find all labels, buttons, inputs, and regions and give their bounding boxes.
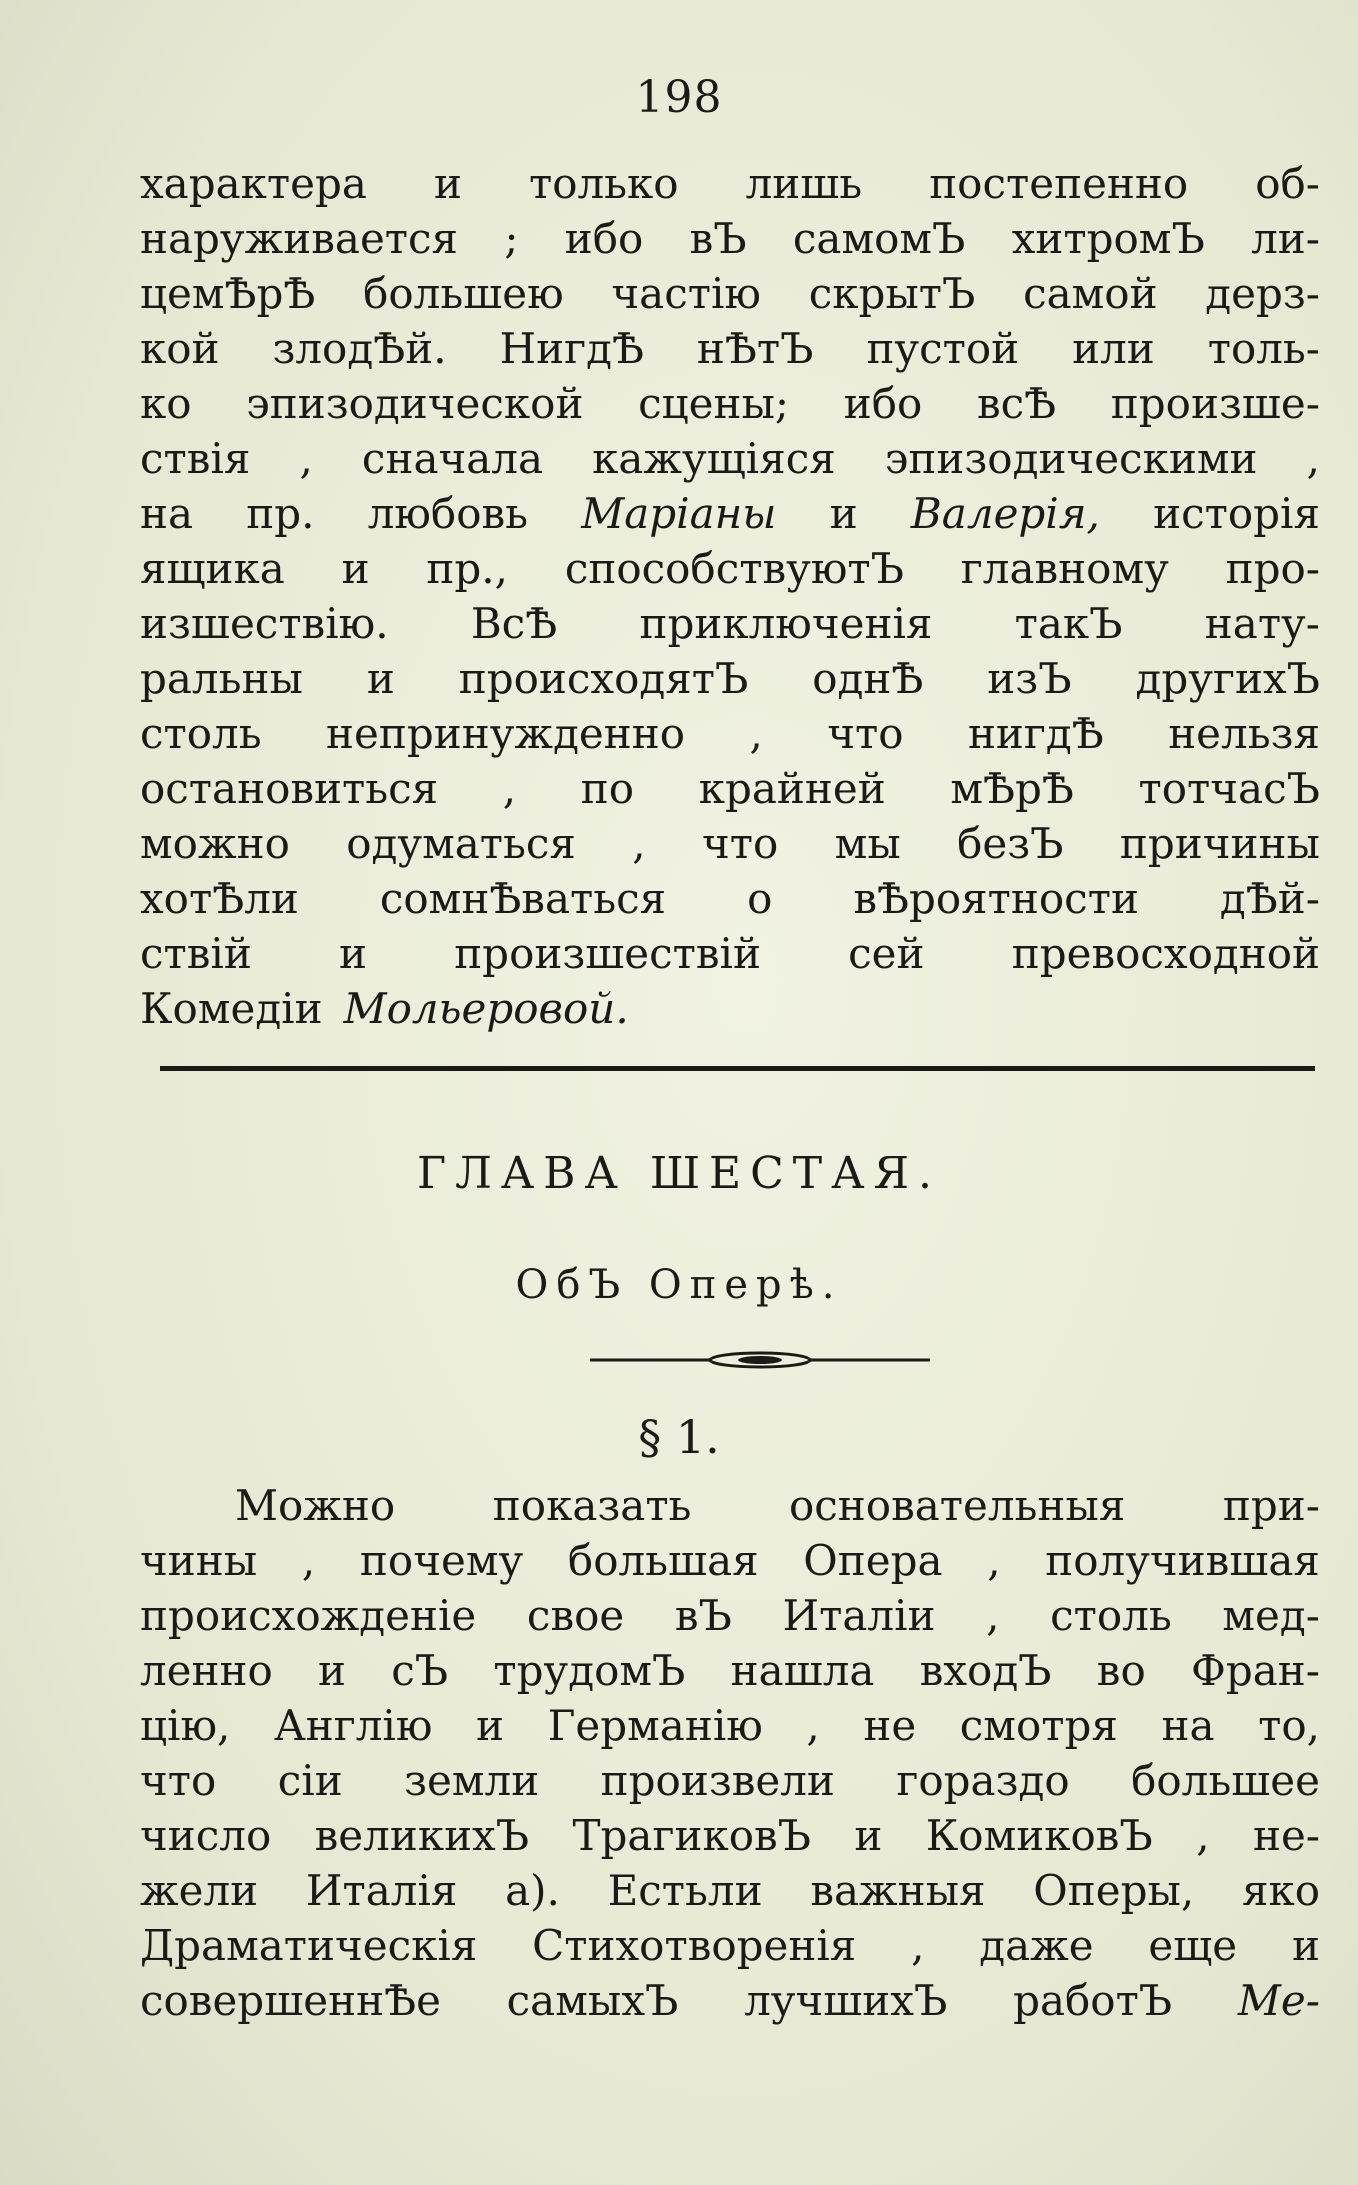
word: число xyxy=(140,1811,272,1860)
word: что xyxy=(702,819,779,868)
word: , xyxy=(299,434,313,483)
word: остановиться xyxy=(140,764,439,813)
chapter-subtitle: ОбЪ Оперѣ. xyxy=(515,1262,843,1308)
word: нельзя xyxy=(1168,709,1320,758)
word: только xyxy=(528,159,679,208)
word: происхожденіе xyxy=(140,1591,477,1640)
section-mark: § 1. xyxy=(638,1410,720,1464)
lower-paragraph xyxy=(140,1478,1320,2028)
text-line xyxy=(140,706,1320,761)
word: столь xyxy=(1050,1591,1172,1640)
word: большее xyxy=(1131,1756,1320,1805)
word: произше- xyxy=(1110,379,1320,428)
word: и xyxy=(341,544,370,593)
word: показать xyxy=(492,1481,692,1530)
word: мы xyxy=(834,819,901,868)
word: сей xyxy=(848,929,925,978)
word: всѢ xyxy=(976,379,1057,428)
word: что xyxy=(140,1756,217,1805)
text-line xyxy=(140,1643,1320,1698)
word: мѢрѢ xyxy=(950,764,1074,813)
word: большая xyxy=(567,1536,759,1585)
word: и xyxy=(854,1811,883,1860)
text-line xyxy=(140,266,1320,321)
word: и xyxy=(433,159,462,208)
word: можно xyxy=(140,819,290,868)
word: ящика xyxy=(140,544,285,593)
word: , xyxy=(986,1591,1000,1640)
word: толь- xyxy=(1207,324,1320,373)
word: однѢ xyxy=(812,654,924,703)
word: любовь xyxy=(367,489,529,538)
word: ко xyxy=(140,379,192,428)
word: ральны xyxy=(140,654,303,703)
word: и xyxy=(318,1646,347,1695)
word: наруживается xyxy=(140,214,459,263)
word: почему xyxy=(359,1536,524,1585)
word: ; xyxy=(504,214,519,263)
word: Маріаны xyxy=(581,489,777,538)
text-line xyxy=(140,651,1320,706)
section-divider-rule xyxy=(160,1066,1315,1071)
text-line xyxy=(140,1478,1320,1533)
word: изшествію. xyxy=(140,599,389,648)
word: свое xyxy=(526,1591,625,1640)
word: злодѢй. xyxy=(272,324,447,373)
word: дерз- xyxy=(1205,269,1320,318)
word: смотря xyxy=(959,1701,1118,1750)
word: кой xyxy=(140,324,220,373)
word: вЪ xyxy=(674,1591,732,1640)
text-line xyxy=(140,1973,1320,2028)
word: Опера xyxy=(803,1536,943,1585)
word: нашла xyxy=(730,1646,875,1695)
word: , xyxy=(301,1536,316,1585)
word: сЪ xyxy=(391,1646,449,1695)
word: пр. xyxy=(246,489,315,538)
word: не xyxy=(863,1701,917,1750)
text-line xyxy=(140,1698,1320,1753)
word: при- xyxy=(1222,1481,1320,1530)
word: Фран- xyxy=(1190,1646,1320,1695)
word: эпизодической xyxy=(246,379,584,428)
word: даже xyxy=(979,1921,1094,1970)
word: жели xyxy=(140,1866,259,1915)
upper-paragraph xyxy=(140,156,1320,1036)
word: способствуютЪ xyxy=(564,544,904,593)
word: другихЪ xyxy=(1135,654,1320,703)
page-number: 198 xyxy=(635,72,723,123)
word: сомнѢваться xyxy=(379,874,667,923)
word: безЪ xyxy=(957,819,1064,868)
word: на xyxy=(140,489,194,538)
word: скрытЪ xyxy=(808,269,976,318)
word: изЪ xyxy=(987,654,1072,703)
word: приключенія xyxy=(639,599,933,648)
text-line xyxy=(140,1533,1320,1588)
word: непринужденно xyxy=(326,709,686,758)
word: ствія xyxy=(140,434,251,483)
word: Можно xyxy=(235,1481,396,1530)
text-line xyxy=(140,541,1320,596)
word: , xyxy=(502,764,517,813)
word: произшествій xyxy=(454,929,761,978)
word: и xyxy=(829,489,858,538)
word: столь xyxy=(140,709,262,758)
word: на xyxy=(1161,1701,1215,1750)
text-line xyxy=(140,156,1320,211)
word: трудомЪ xyxy=(493,1646,686,1695)
word: кажущіяся xyxy=(592,434,836,483)
word: то, xyxy=(1258,1701,1320,1750)
word: Стихотворенія xyxy=(532,1921,857,1970)
word: получившая xyxy=(1045,1536,1320,1585)
chapter-title: ГЛАВА ШЕСТАЯ. xyxy=(417,1148,941,1199)
word: хотѢли xyxy=(140,874,299,923)
text-line xyxy=(140,926,1320,981)
word: произвели xyxy=(600,1756,835,1805)
word: , xyxy=(911,1921,925,1970)
word: одуматься xyxy=(346,819,576,868)
word: важныя xyxy=(810,1866,986,1915)
word: Драматическія xyxy=(140,1921,478,1970)
ornament-divider xyxy=(590,1348,930,1372)
text-line xyxy=(140,981,1320,1036)
text-line xyxy=(140,871,1320,926)
word: частію xyxy=(611,269,761,318)
word: Италія xyxy=(305,1866,458,1915)
word: Мольеровой. xyxy=(343,984,629,1033)
word: тотчасЪ xyxy=(1138,764,1320,813)
word: еще xyxy=(1148,1921,1238,1970)
text-line xyxy=(140,431,1320,486)
text-line xyxy=(140,1863,1320,1918)
word: о xyxy=(747,874,773,923)
word: большею xyxy=(363,269,564,318)
word: нату- xyxy=(1204,599,1320,648)
word: исторія xyxy=(1153,489,1320,538)
text-line xyxy=(140,1753,1320,1808)
word: ТрагиковЪ xyxy=(572,1811,812,1860)
word: Оперы, xyxy=(1033,1866,1195,1915)
word: Италіи xyxy=(782,1591,936,1640)
word: , xyxy=(1196,1811,1210,1860)
word: пустой xyxy=(866,324,1020,373)
word: , xyxy=(987,1536,1001,1585)
word: работЪ xyxy=(1013,1976,1173,2025)
word: по xyxy=(580,764,635,813)
word: яко xyxy=(1241,1866,1320,1915)
word: превосходной xyxy=(1011,929,1320,978)
word: ибо xyxy=(843,379,923,428)
word: главному xyxy=(960,544,1169,593)
word: самомЪ xyxy=(792,214,966,263)
word: или xyxy=(1072,324,1155,373)
word: а). xyxy=(505,1866,560,1915)
word: причины xyxy=(1119,819,1320,868)
word: Естьли xyxy=(607,1866,763,1915)
text-line xyxy=(140,816,1320,871)
word: сначала xyxy=(361,434,544,483)
text-line xyxy=(140,1588,1320,1643)
text-line xyxy=(140,761,1320,816)
word: вѢроятности xyxy=(853,874,1139,923)
word: НигдѢ xyxy=(499,324,644,373)
word: лишь xyxy=(745,159,863,208)
word: и xyxy=(476,1701,504,1750)
word: про- xyxy=(1225,544,1320,593)
word: эпизодическими xyxy=(884,434,1258,483)
word: такЪ xyxy=(1014,599,1123,648)
word: хитромЪ xyxy=(1011,214,1205,263)
word: нѢтЪ xyxy=(696,324,814,373)
text-line xyxy=(140,1808,1320,1863)
word: Германію xyxy=(547,1701,763,1750)
word: совершеннѢе xyxy=(140,1976,441,2025)
word: и xyxy=(366,654,395,703)
word: чины xyxy=(140,1536,258,1585)
word: что xyxy=(827,709,904,758)
word: и xyxy=(339,929,368,978)
word: ли- xyxy=(1251,214,1320,263)
word: гораздо xyxy=(896,1756,1070,1805)
word: ВсѢ xyxy=(470,599,558,648)
word: Англію xyxy=(273,1701,433,1750)
word: , xyxy=(806,1701,820,1750)
word: характера xyxy=(140,159,367,208)
word: об- xyxy=(1255,159,1320,208)
word: Валерія, xyxy=(910,489,1100,538)
word: крайней xyxy=(698,764,886,813)
word: , xyxy=(632,819,646,868)
word: Ме- xyxy=(1237,1976,1320,2025)
word: вЪ xyxy=(689,214,747,263)
word: постепенно xyxy=(929,159,1189,208)
word: дѢй- xyxy=(1219,874,1320,923)
text-line xyxy=(140,211,1320,266)
word: сіи xyxy=(277,1756,343,1805)
word: нигдѢ xyxy=(967,709,1104,758)
word: цемѢрѢ xyxy=(140,269,316,318)
word: ленно xyxy=(140,1646,273,1695)
word: и xyxy=(1291,1921,1320,1970)
word: мед- xyxy=(1222,1591,1320,1640)
word: лучшихЪ xyxy=(744,1976,948,2025)
word: , xyxy=(1306,434,1320,483)
word: , xyxy=(749,709,763,758)
word: происходятЪ xyxy=(458,654,749,703)
word: входЪ xyxy=(919,1646,1052,1695)
word: во xyxy=(1096,1646,1146,1695)
text-line xyxy=(140,1918,1320,1973)
word: пр., xyxy=(426,544,509,593)
word: КомиковЪ xyxy=(925,1811,1153,1860)
word: самыхЪ xyxy=(506,1976,679,2025)
text-line xyxy=(140,376,1320,431)
text-line xyxy=(140,596,1320,651)
text-line xyxy=(140,486,1320,541)
word: Комедіи xyxy=(140,984,323,1033)
word: самой xyxy=(1023,269,1158,318)
word: сцены; xyxy=(638,379,790,428)
word: ибо xyxy=(564,214,644,263)
text-line xyxy=(140,321,1320,376)
word: ствій xyxy=(140,929,252,978)
word: цію, xyxy=(140,1701,231,1750)
word: великихЪ xyxy=(314,1811,530,1860)
word: не- xyxy=(1252,1811,1320,1860)
word: земли xyxy=(404,1756,540,1805)
word: основательныя xyxy=(789,1481,1126,1530)
